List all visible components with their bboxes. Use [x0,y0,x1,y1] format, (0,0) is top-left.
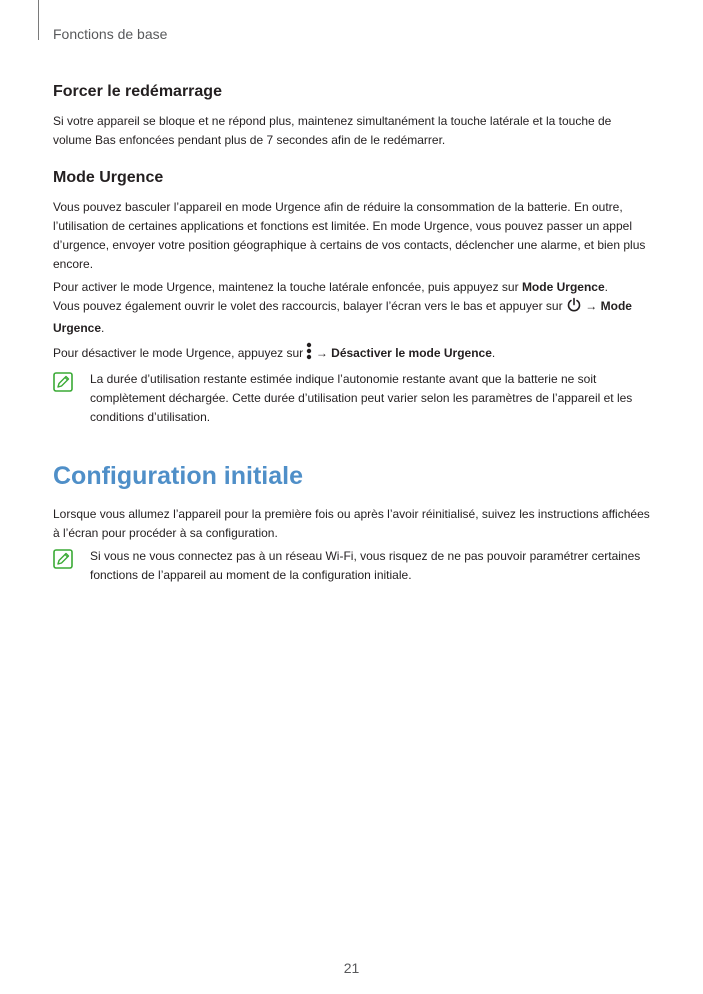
note-icon [53,372,73,392]
header-rule [38,0,39,40]
emergency-activate [53,278,653,338]
restart-body: Si votre appareil se bloque et ne répond plus, maintenez simultanément la touche latérale et la touche de volume Bas enfoncées pendant plus de 7 secondes afin de le redémarrer. [53,114,612,147]
emergency-note [53,370,653,427]
note-icon [53,549,73,569]
power-icon [566,297,582,319]
emergency-intro: Vous pouvez basculer l’appareil en mode Urgence afin de réduire la consommation de la batterie. En outre, l’utilisation de certaines applications et fonctions est limitée. En mode Urgence, vous pouvez passer un appel d’urgence, envoyer votre position géographique à certains de vos contacts, déclencher une alarme, et bien plus encore. [53,200,646,271]
emergency-heading: Mode Urgence [53,169,164,186]
section-title: Fonctions de base [53,26,168,42]
page-content [53,82,653,585]
restart-heading: Forcer le redémarrage [53,83,222,100]
setup-note-text: Si vous ne vous connectez pas à un réseau Wi-Fi, vous risquez de ne pas pouvoir paramétrer certaines fonctions de l’appareil au moment de la configuration initiale. [90,549,641,582]
emergency-activate-bold: Mode Urgence [521,280,605,294]
emergency-deactivate-bold: → Désactiver le mode Urgence [315,346,492,360]
emergency-deactivate [53,342,653,366]
emergency-alt-bold: → Mode Urgence [53,299,632,335]
page-number: 21 [343,960,360,976]
emergency-activate-text: Pour activer le mode Urgence, maintenez la touche latérale enfoncée, puis appuyez sur [53,280,522,294]
more-options-icon [306,342,312,366]
setup-note [53,547,653,585]
emergency-alt-text: Vous pouvez également ouvrir le volet des raccourcis, balayer l’écran vers le bas et appuyer sur [53,299,566,313]
emergency-deactivate-text: Pour désactiver le mode Urgence, appuyez sur [53,346,307,360]
setup-body: Lorsque vous allumez l’appareil pour la première fois ou après l’avoir réinitialisé, suivez les instructions affichées à l’écran pour procéder à sa configuration. [53,507,650,540]
emergency-deactivate-end: . [491,346,496,360]
setup-heading: Configuration initiale [53,462,303,490]
emergency-alt-end: . [101,321,105,335]
emergency-note-text: La durée d’utilisation restante estimée indique l’autonomie restante avant que la batterie ne soit complètement déchargée. Cette durée d’utilisation peut varier selon les paramètres de l’appareil et les conditions d’utilisation. [90,372,633,424]
emergency-activate-end: . [604,280,608,294]
